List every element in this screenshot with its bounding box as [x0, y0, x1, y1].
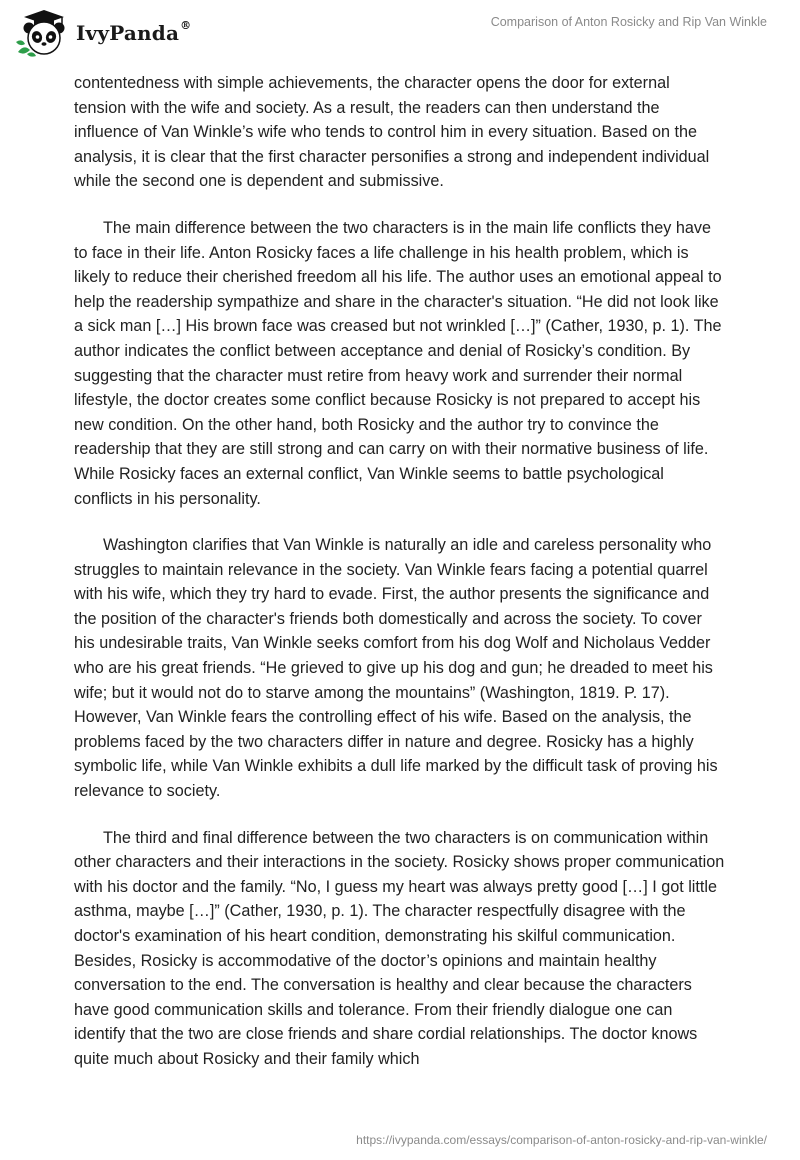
page-header [0, 0, 800, 62]
paragraph-2: The main difference between the two characters is in the main life conflicts they have to face in their life. Anton Rosicky faces a life challenge in his health problem, which is likely to reduce their cherished freedom all his life. The author uses an emotional appeal to help the readership sympathize and share in the character's situation. “He did not look like a sick man […] His brown face was creased but not wrinkled […]” (Cather, 1930, p. 1). The author indicates the conflict between acceptance and denial of Rosicky’s condition. By suggesting that the character must retire from heavy work and surrender their normal lifestyle, the doctor creates some conflict because Rosicky is not prepared to accept his new condition. On the other hand, both Rosicky and the author try to convince the readership that they are still strong and can carry on with their normative business of life. While Rosicky faces an external conflict, Van Winkle seems to battle psychological conflicts in his personality. [74, 218, 722, 508]
panda-graduate-icon [14, 8, 70, 58]
paragraph-3: Washington clarifies that Van Winkle is naturally an idle and careless personality who struggles to maintain relevance in the society. Van Winkle fears facing a potential quarrel with his wife, which they try hard to evade. First, the author presents the significance and the position of the character's friends both domestically and across the society. To cover his undesirable traits, Van Winkle seeks comfort from his dog Wolf and Nicholaus Vedder who are his great friends. “He grieved to give up his dog and gun; he dreaded to meet his wife; but it would not do to starve among the mountains” (Washington, 1819. P. 17). However, Van Winkle fears the controlling effect of his wife. Based on the analysis, the problems faced by the two characters differ in nature and degree. Rosicky has a highly symbolic life, while Van Winkle exhibits a dull life marked by the difficult task of proving his relevance to society. [74, 536, 718, 801]
document-title: Comparison of Anton Rosicky and Rip Van Winkle [490, 15, 767, 29]
source-url[interactable]: https://ivypanda.com/essays/comparison-of-anton-rosicky-and-rip-van-winkle/ [356, 1133, 767, 1147]
essay-body [74, 71, 726, 1094]
brand-name: IvyPanda® [76, 19, 192, 45]
paragraph-1: contentedness with simple achievements, the character opens the door for external tension with the wife and society. As a result, the readers can then understand the influence of Van Winkle’s wife who tends to control him in every situation. Based on the analysis, it is clear that the first character personifies a strong and independent individual while the second one is dependent and submissive. [74, 74, 710, 191]
ivypanda-logo[interactable] [14, 8, 191, 58]
registered-mark: ® [180, 19, 192, 32]
paragraph-4: The third and final difference between the two characters is on communication within other characters and their interactions in the society. Rosicky shows proper communication with his doctor and the family. “No, I guess my heart was always pretty good […] I got little asthma, maybe […]” (Cather, 1930, p. 1). The character respectfully disagree with the doctor's examination of his heart condition, demonstrating his skilful communication. Besides, Rosicky is accommodative of the doctor’s opinions and maintain healthy conversation to the end. The conversation is healthy and clear because the characters have good communication skills and tolerance. From their friendly dialogue one can identify that the two are close friends and share cordial relationships. The doctor knows quite much about Rosicky and their family which [74, 828, 725, 1068]
